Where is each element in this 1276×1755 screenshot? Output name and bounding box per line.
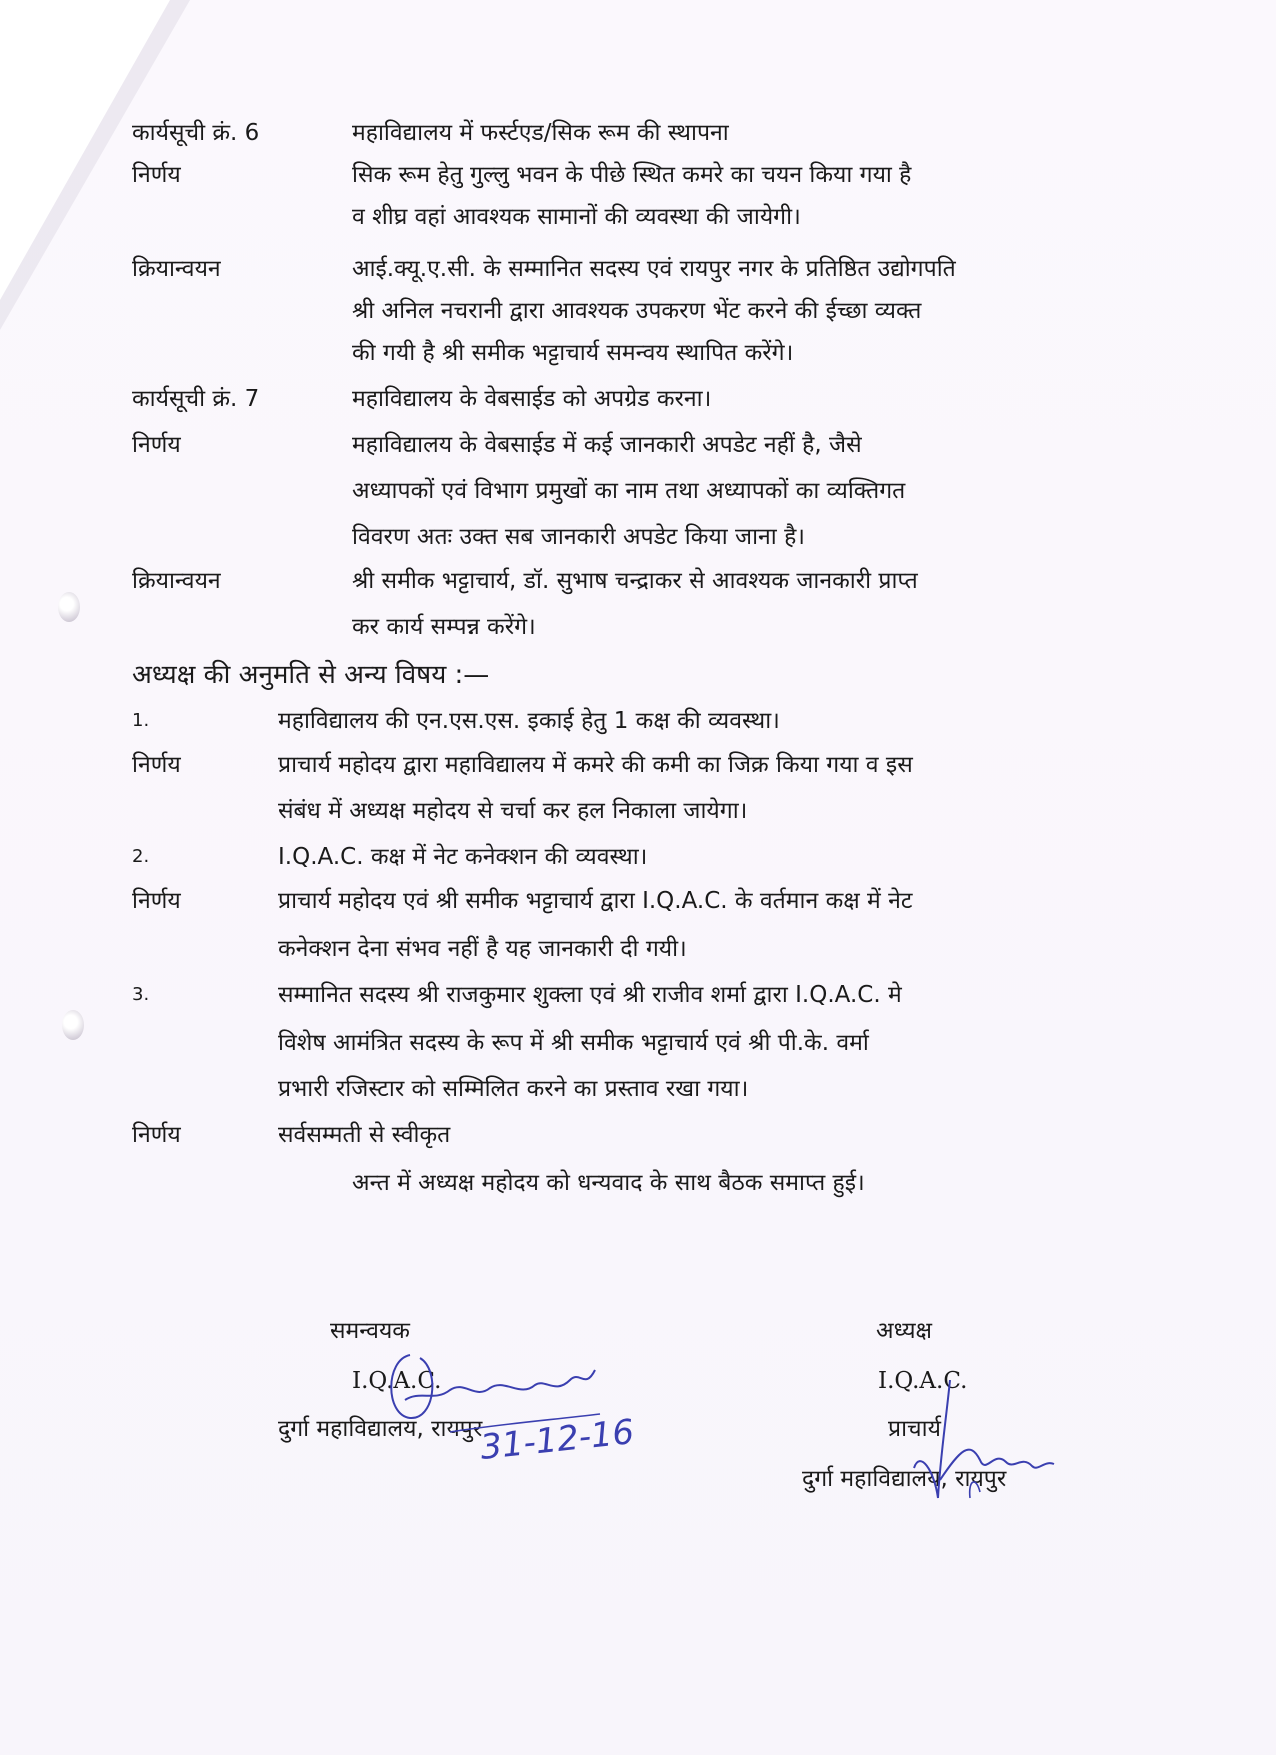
agenda-7-implementation-label: क्रियान्वयन [132, 568, 221, 594]
chairman-signature [910, 1380, 1110, 1520]
chairman-college: दुर्गा महाविद्यालय, रायपुर [802, 1466, 1007, 1492]
chairman-role: अध्यक्ष [876, 1318, 933, 1344]
item-decision-line: सर्वसम्मती से स्वीकृत [278, 1122, 451, 1148]
agenda-6-implementation-label: क्रियान्वयन [132, 256, 221, 282]
item-title: I.Q.A.C. कक्ष में नेट कनेक्शन की व्यवस्था। [278, 844, 648, 870]
coordinator-org: I.Q.A.C. [352, 1368, 442, 1394]
item-decision-line: कनेक्शन देना संभव नहीं है यह जानकारी दी गयी। [278, 936, 687, 962]
agenda-6-label: कार्यसूची क्रं. 6 [132, 120, 260, 146]
coordinator-role: समन्वयक [330, 1318, 410, 1344]
item-number: 3. [132, 984, 150, 1005]
agenda-7-implementation-line: कर कार्य सम्पन्न करेंगे। [352, 614, 536, 640]
agenda-7-implementation-line: श्री समीक भट्टाचार्य, डॉ. सुभाष चन्द्राकर से आवश्यक जानकारी प्राप्त [352, 568, 918, 594]
agenda-7-title: महाविद्यालय के वेबसाईड को अपग्रेड करना। [352, 386, 712, 412]
item-decision-line: प्राचार्य महोदय द्वारा महाविद्यालय में कमरे की कमी का जिक्र किया गया व इस [278, 752, 913, 778]
item-decision-label: निर्णय [132, 888, 181, 914]
item-decision-label: निर्णय [132, 752, 181, 778]
item-title-line: प्रभारी रजिस्टार को सम्मिलित करने का प्रस्ताव रखा गया। [278, 1076, 749, 1102]
agenda-7-decision-line: महाविद्यालय के वेबसाईड में कई जानकारी अपडेट नहीं है, जैसे [352, 432, 862, 458]
item-title-line: सम्मानित सदस्य श्री राजकुमार शुक्ला एवं श्री राजीव शर्मा द्वारा I.Q.A.C. मे [278, 982, 902, 1008]
handwritten-date: 31-12-16 [478, 1412, 636, 1468]
item-decision-line: प्राचार्य महोदय एवं श्री समीक भट्टाचार्य द्वारा I.Q.A.C. के वर्तमान कक्ष में नेट [278, 888, 913, 914]
coordinator-college: दुर्गा महाविद्यालय, रायपुर [278, 1416, 483, 1442]
punch-hole [62, 1010, 84, 1040]
chairman-title: प्राचार्य [888, 1416, 941, 1442]
item-number: 1. [132, 710, 150, 731]
agenda-7-decision-label: निर्णय [132, 432, 181, 458]
agenda-6-decision-line: व शीघ्र वहां आवश्यक सामानों की व्यवस्था की जायेगी। [352, 204, 801, 230]
other-items-heading: अध्यक्ष की अनुमति से अन्य विषय :— [132, 660, 490, 690]
item-decision-line: संबंध में अध्यक्ष महोदय से चर्चा कर हल निकाला जायेगा। [278, 798, 748, 824]
item-title-line: विशेष आमंत्रित सदस्य के रूप में श्री समीक भट्टाचार्य एवं श्री पी.के. वर्मा [278, 1030, 869, 1056]
chairman-org: I.Q.A.C. [878, 1368, 968, 1394]
agenda-6-decision-line: सिक रूम हेतु गुल्लु भवन के पीछे स्थित कमरे का चयन किया गया है [352, 162, 912, 188]
item-decision-label: निर्णय [132, 1122, 181, 1148]
punch-hole [58, 592, 80, 622]
item-number: 2. [132, 846, 150, 867]
agenda-6-implementation-line: श्री अनिल नचरानी द्वारा आवश्यक उपकरण भेंट करने की ईच्छा व्यक्त [352, 298, 922, 324]
agenda-6-implementation-line: आई.क्यू.ए.सी. के सम्मानित सदस्य एवं रायपुर नगर के प्रतिष्ठित उद्योगपति [352, 256, 956, 282]
agenda-7-label: कार्यसूची क्रं. 7 [132, 386, 260, 412]
agenda-6-decision-label: निर्णय [132, 162, 181, 188]
closing-line: अन्त में अध्यक्ष महोदय को धन्यवाद के साथ बैठक समाप्त हुई। [352, 1170, 865, 1196]
agenda-7-decision-line: अध्यापकों एवं विभाग प्रमुखों का नाम तथा अध्यापकों का व्यक्तिगत [352, 478, 906, 504]
agenda-7-decision-line: विवरण अतः उक्त सब जानकारी अपडेट किया जाना है। [352, 524, 806, 550]
agenda-6-title: महाविद्यालय में फर्स्टएड/सिक रूम की स्थापना [352, 120, 729, 146]
agenda-6-implementation-line: की गयी है श्री समीक भट्टाचार्य समन्वय स्थापित करेंगे। [352, 340, 794, 366]
item-title: महाविद्यालय की एन.एस.एस. इकाई हेतु 1 कक्ष की व्यवस्था। [278, 708, 780, 734]
